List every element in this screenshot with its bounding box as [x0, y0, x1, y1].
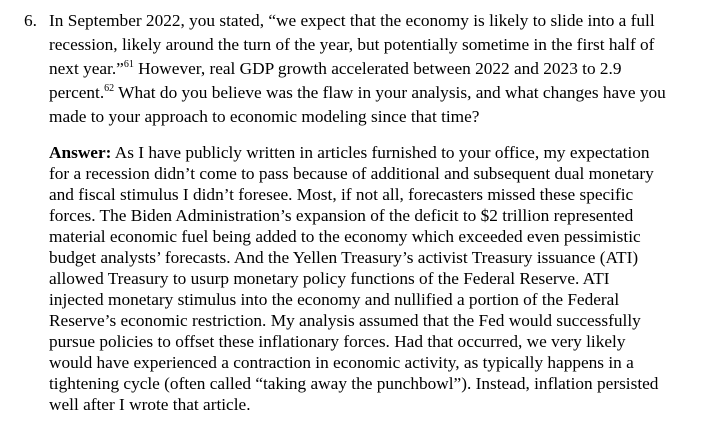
answer-line-12: tightening cycle (often called “taking away the punchbowl”). Instead, inflation persisted	[49, 374, 659, 393]
question-line-3-start: next year.”	[49, 59, 124, 78]
answer-line-4: forces. The Biden Administration’s expansion of the deficit to $2 trillion represented	[49, 206, 634, 225]
question-line-2: recession, likely around the turn of the year, but potentially sometime in the first half of	[49, 35, 655, 54]
answer-line-7: allowed Treasury to usurp monetary policy functions of the Federal Reserve. ATI	[49, 269, 610, 288]
answer-line-3: and fiscal stimulus I didn’t foresee. Most, if not all, forecasters missed these specific	[49, 185, 634, 204]
question-line-5: made to your approach to economic modeling since that time?	[49, 107, 480, 126]
answer-line-5: material economic fuel being added to the economy which exceeded even pessimistic	[49, 227, 641, 246]
question-line-3	[49, 59, 622, 79]
answer-line-1	[49, 143, 650, 163]
question-line-4-end: What do you believe was the flaw in your analysis, and what changes have you	[114, 83, 666, 102]
answer-label: Answer:	[49, 143, 112, 162]
answer-line-8: injected monetary stimulus into the economy and nullified a portion of the Federal	[49, 290, 620, 309]
question-line-1: In September 2022, you stated, “we expect that the economy is likely to slide into a full	[49, 11, 655, 30]
question-line-3-end: However, real GDP growth accelerated between 2022 and 2023 to 2.9	[133, 59, 622, 78]
answer-line-11: would have experienced a contraction in economic activity, as typically happens in a	[49, 353, 634, 372]
answer-line-13: well after I wrote that article.	[49, 395, 251, 414]
answer-line-2: for a recession didn’t come to pass because of additional and subsequent dual monetary	[49, 164, 654, 183]
footnote-ref-61: 61	[123, 59, 134, 70]
answer-line-6: budget analysts’ forecasts. And the Yellen Treasury’s activist Treasury issuance (ATI)	[49, 248, 639, 267]
question-number: 6.	[24, 11, 37, 30]
answer-line-9: Reserve’s economic restriction. My analysis assumed that the Fed would successfully	[49, 311, 641, 330]
question-line-4-start: percent.	[49, 83, 105, 102]
answer-line-1-text: As I have publicly written in articles furnished to your office, my expectation	[111, 143, 650, 162]
answer-line-10: pursue policies to offset these inflationary forces. Had that occurred, we very likely	[49, 332, 626, 351]
footnote-ref-62: 62	[104, 83, 115, 94]
question-line-4	[49, 83, 666, 103]
